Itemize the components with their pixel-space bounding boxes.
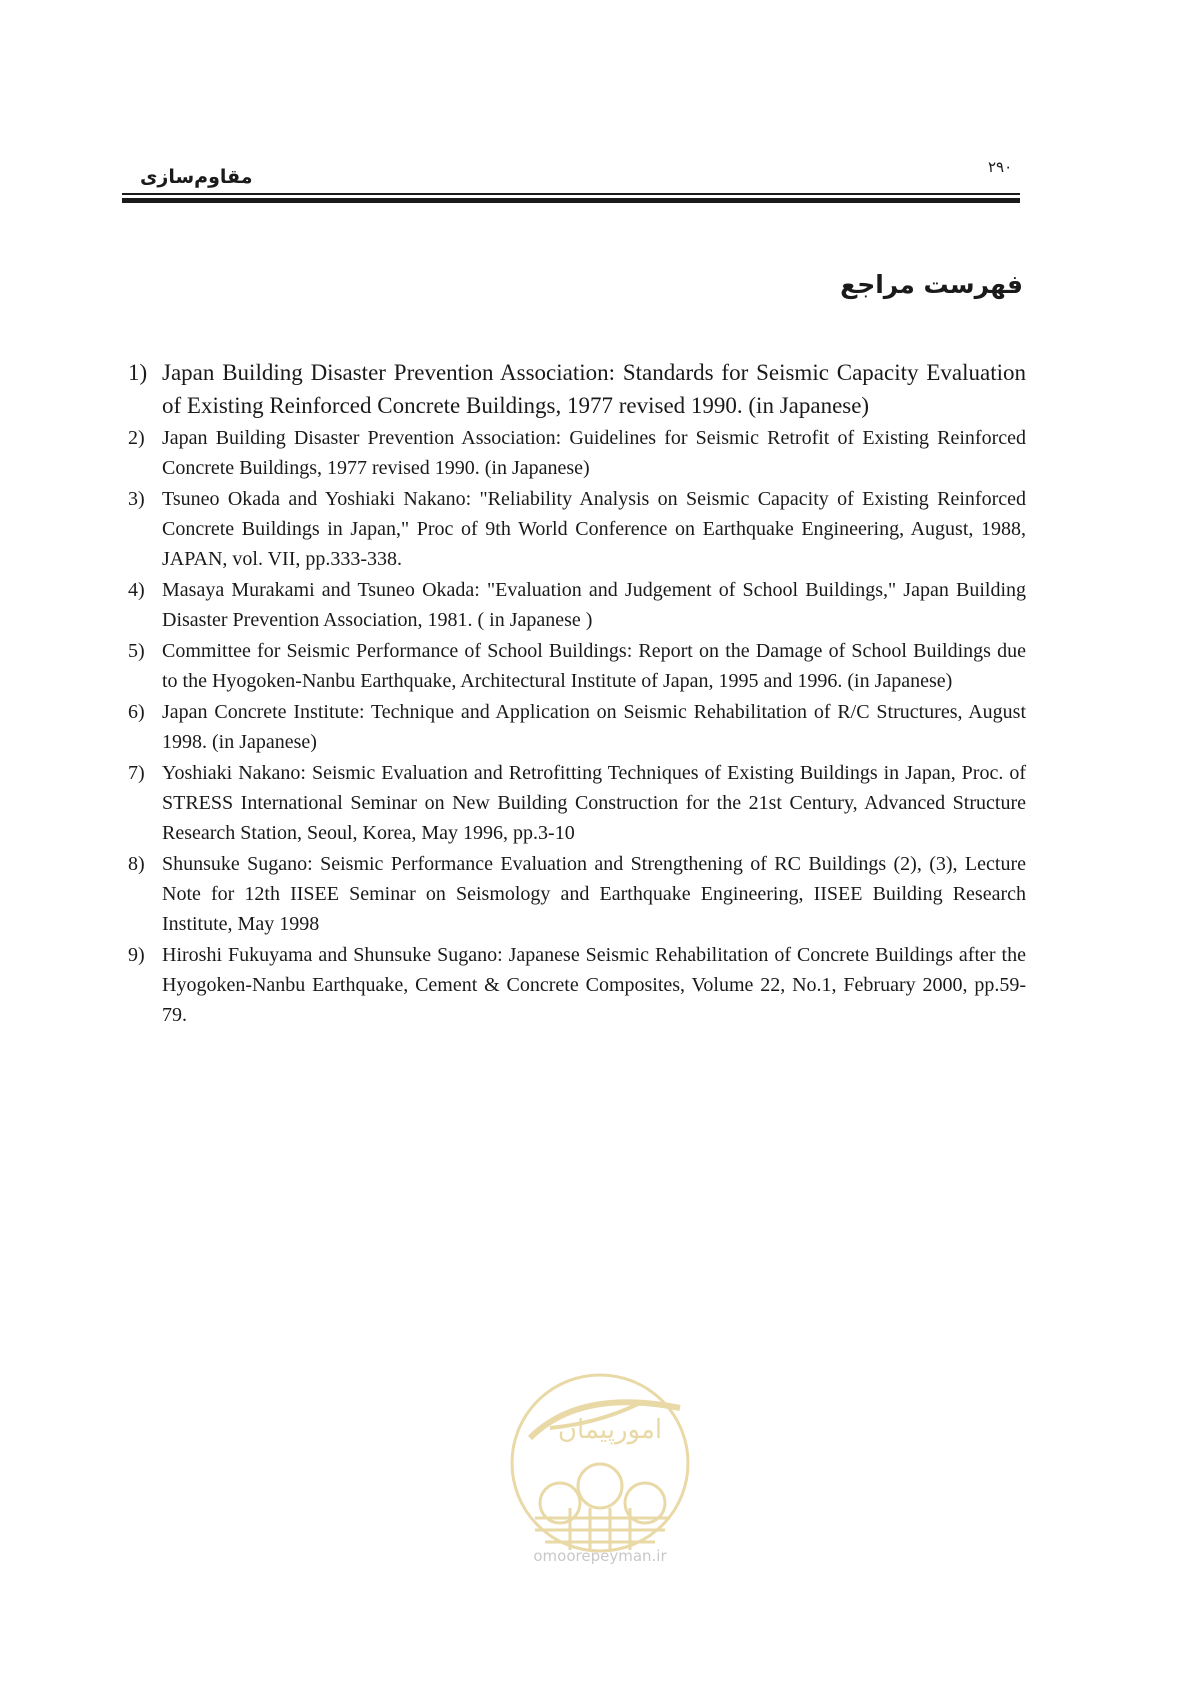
watermark-logo-text: امورپیمان [557,1415,663,1445]
reference-text: Tsuneo Okada and Yoshiaki Nakano: "Reliability Analysis on Seismic Capacity of Existing Reinforced Concrete Buildings in Japan," Proc of 9th World Conference on Earthquake Engineering, August, 1988, JAPAN, vol. VII, pp.333-338. [162,488,1026,570]
reference-number: 1) [128,360,148,385]
reference-item [128,575,1026,635]
reference-number: 9) [128,944,145,966]
page-number: ۲۹۰ [988,158,1013,176]
reference-item [128,423,1026,483]
reference-item [128,758,1026,848]
reference-list [128,356,1026,1031]
reference-number: 5) [128,640,145,662]
reference-number: 7) [128,762,145,784]
reference-text: Yoshiaki Nakano: Seismic Evaluation and Retrofitting Techniques of Existing Buildings in Japan, Proc. of STRESS International Seminar on New Building Construction for the 21st Century, Advanced Structure Research Station, Seoul, Korea, May 1996, pp.3-10 [162,762,1026,844]
reference-text: Hiroshi Fukuyama and Shunsuke Sugano: Japanese Seismic Rehabilitation of Concrete Buildings after the Hyogoken-Nanbu Earthquake, Cement & Concrete Composites, Volume 22, No.1, February 2000, pp.59-79. [162,944,1026,1026]
header-rule-thick [122,198,1020,203]
reference-number: 2) [128,427,145,449]
reference-number: 3) [128,488,145,510]
watermark-caption: omoorepeyman.ir [533,1547,667,1565]
reference-text: Shunsuke Sugano: Seismic Performance Evaluation and Strengthening of RC Buildings (2), (3), Lecture Note for 12th IISEE Seminar on Seismology and Earthquake Engineering, IISEE Building Research Institute, May 1998 [162,853,1026,935]
reference-item [128,697,1026,757]
reference-text: Japan Concrete Institute: Technique and Application on Seismic Rehabilitation of R/C Structures, August 1998. (in Japanese) [162,701,1026,753]
reference-item [128,940,1026,1030]
reference-item [128,484,1026,574]
reference-number: 6) [128,701,145,723]
watermark-logo [490,1368,710,1608]
reference-item [128,636,1026,696]
section-title: فهرست مراجع [840,270,1023,299]
reference-item [128,356,1026,422]
reference-number: 4) [128,579,145,601]
reference-item [128,849,1026,939]
reference-text: Japan Building Disaster Prevention Association: Standards for Seismic Capacity Evaluation of Existing Reinforced Concrete Buildings, 1977 revised 1990. (in Japanese) [162,360,1026,418]
reference-text: Masaya Murakami and Tsuneo Okada: "Evaluation and Judgement of School Buildings," Japan Building Disaster Prevention Association, 1981. ( in Japanese ) [162,579,1026,631]
reference-text: Committee for Seismic Performance of School Buildings: Report on the Damage of School Buildings due to the Hyogoken-Nanbu Earthquake, Architectural Institute of Japan, 1995 and 1996. (in Japanese) [162,640,1026,692]
running-header-title: مقاوم‌سازی [140,166,253,188]
reference-number: 8) [128,853,145,875]
header-rule-thin [122,193,1020,195]
reference-text: Japan Building Disaster Prevention Association: Guidelines for Seismic Retrofit of Existing Reinforced Concrete Buildings, 1977 revised 1990. (in Japanese) [162,427,1026,479]
watermark-seal-icon [490,1368,710,1558]
